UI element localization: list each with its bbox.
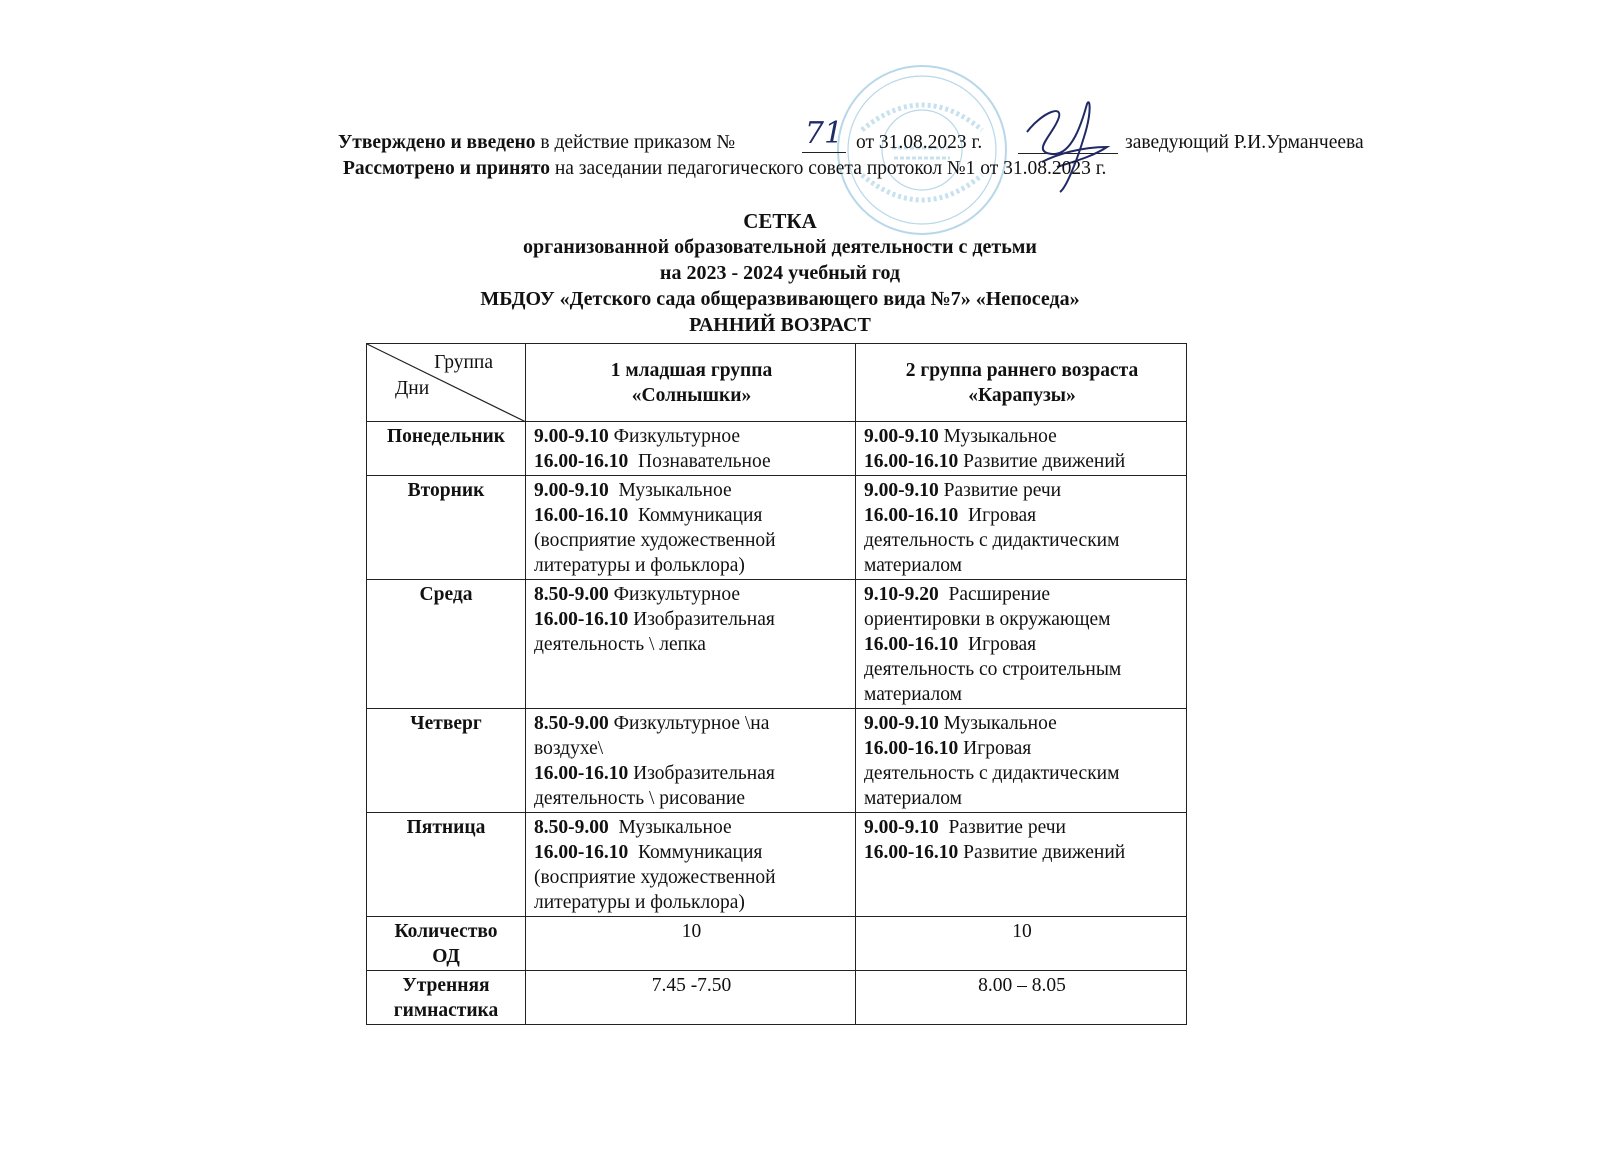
- activity-line: [534, 632, 849, 657]
- approval-line: [338, 132, 735, 154]
- activity-line: [534, 711, 849, 736]
- activity-line: [864, 711, 1180, 736]
- activity-desc: деятельность \ лепка: [534, 634, 706, 655]
- gymnastics-label: [367, 971, 526, 1025]
- activity-time: 8.50-9.00: [534, 817, 609, 838]
- corner-days-label: Дни: [395, 378, 430, 399]
- activity-desc: деятельность со строительным: [864, 659, 1122, 680]
- table-header-row: [367, 344, 1187, 422]
- activity-desc: (восприятие художественной: [534, 867, 776, 888]
- activity-line: [534, 582, 849, 607]
- activity-desc: деятельность \ рисование: [534, 788, 745, 809]
- group-2-activities: [856, 476, 1187, 580]
- gym-label-line-1: Утренняя: [402, 975, 490, 996]
- group-2-activities: [856, 709, 1187, 813]
- activity-desc: Изобразительная: [628, 609, 775, 630]
- approval-bold: Утверждено и введено: [338, 132, 536, 153]
- order-number: 71: [802, 116, 846, 153]
- gymnastics-group-1: 7.45 -7.50: [526, 971, 856, 1025]
- activity-desc: Развитие движений: [958, 451, 1126, 472]
- activity-desc: материалом: [864, 684, 962, 705]
- activity-line: [864, 424, 1180, 449]
- activity-desc: Физкультурное: [608, 584, 740, 605]
- activity-line: [864, 528, 1180, 553]
- group-1-activities: [526, 709, 856, 813]
- title-line-3: на 2023 - 2024 учебный год: [659, 262, 901, 284]
- activity-time: 9.00-9.10: [534, 480, 609, 501]
- activity-line: [534, 890, 849, 915]
- gymnastics-row: [367, 971, 1187, 1025]
- activity-line: [534, 761, 849, 786]
- group-1-activities: [526, 476, 856, 580]
- activity-line: [864, 786, 1180, 811]
- col2-title: 2 группа раннего возраста: [905, 360, 1139, 381]
- col2-subtitle: «Карапузы»: [968, 385, 1076, 406]
- activity-line: [534, 815, 849, 840]
- corner-cell: [367, 344, 526, 422]
- activity-line: [864, 582, 1180, 607]
- count-label-line-1: Количество: [394, 921, 498, 942]
- day-cell: Вторник: [367, 476, 526, 580]
- activity-desc: Музыкальное: [938, 426, 1057, 447]
- group-2-activities: [856, 422, 1187, 476]
- count-group-1: 10: [526, 917, 856, 971]
- review-bold: Рассмотрено и принято: [343, 158, 550, 179]
- activity-desc: Физкультурное \на: [608, 713, 770, 734]
- activity-time: 9.00-9.10: [864, 480, 939, 501]
- activity-desc: литературы и фольклора): [534, 892, 745, 913]
- activity-desc: Изобразительная: [628, 763, 775, 784]
- activity-time: 9.10-9.20: [864, 584, 939, 605]
- activity-time: 16.00-16.10: [864, 842, 959, 863]
- activity-line: [864, 815, 1180, 840]
- col1-title: 1 младшая группа: [610, 360, 773, 381]
- day-cell: Четверг: [367, 709, 526, 813]
- activity-time: 9.00-9.10: [864, 713, 939, 734]
- activity-time: 16.00-16.10: [864, 451, 959, 472]
- activity-desc: ориентировки в окружающем: [864, 609, 1111, 630]
- activity-time: 8.50-9.00: [534, 584, 609, 605]
- activity-line: [534, 424, 849, 449]
- schedule-table: [366, 343, 1187, 1025]
- day-cell: Понедельник: [367, 422, 526, 476]
- column-header-group-1: [526, 344, 856, 422]
- activity-desc: Музыкальное: [608, 480, 732, 501]
- table-row: [367, 709, 1187, 813]
- activity-line: [864, 632, 1180, 657]
- day-cell: Среда: [367, 580, 526, 709]
- activity-line: [534, 478, 849, 503]
- activity-desc: Игровая: [958, 634, 1037, 655]
- activity-time: 8.50-9.00: [534, 713, 609, 734]
- activity-time: 16.00-16.10: [534, 505, 629, 526]
- activity-line: [864, 553, 1180, 578]
- activity-time: 9.00-9.10: [864, 426, 939, 447]
- activity-desc: воздухе\: [534, 738, 604, 759]
- day-cell: Пятница: [367, 813, 526, 917]
- group-1-activities: [526, 580, 856, 709]
- activity-desc: Развитие движений: [958, 842, 1126, 863]
- activity-line: [534, 840, 849, 865]
- activity-line: [864, 503, 1180, 528]
- activity-desc: деятельность с дидактическим: [864, 763, 1120, 784]
- activity-time: 16.00-16.10: [534, 451, 629, 472]
- activity-desc: Развитие речи: [938, 817, 1066, 838]
- group-2-activities: [856, 813, 1187, 917]
- activity-desc: материалом: [864, 555, 962, 576]
- activity-line: [864, 736, 1180, 761]
- review-line: [343, 158, 1106, 180]
- group-2-activities: [856, 580, 1187, 709]
- table-row: [367, 422, 1187, 476]
- head-name: заведующий Р.И.Урманчеева: [1125, 132, 1364, 153]
- count-group-2: 10: [856, 917, 1187, 971]
- activity-desc: Коммуникация: [628, 842, 763, 863]
- activity-time: 9.00-9.10: [534, 426, 609, 447]
- activity-desc: Музыкальное: [938, 713, 1057, 734]
- activity-time: 16.00-16.10: [534, 763, 629, 784]
- activity-line: [864, 478, 1180, 503]
- activity-desc: материалом: [864, 788, 962, 809]
- activity-line: [534, 865, 849, 890]
- activity-desc: деятельность с дидактическим: [864, 530, 1120, 551]
- activity-desc: Расширение: [938, 584, 1051, 605]
- activity-line: [864, 607, 1180, 632]
- count-label-line-2: ОД: [432, 946, 460, 967]
- gymnastics-group-2: 8.00 – 8.05: [856, 971, 1187, 1025]
- activity-desc: Игровая: [958, 738, 1032, 759]
- activity-line: [864, 657, 1180, 682]
- activity-desc: Музыкальное: [608, 817, 732, 838]
- table-row: [367, 476, 1187, 580]
- activity-time: 16.00-16.10: [864, 634, 959, 655]
- col1-subtitle: «Солнышки»: [631, 385, 752, 406]
- approval-date: от 31.08.2023 г.: [856, 132, 983, 153]
- approval-text: в действие приказом №: [535, 132, 736, 153]
- document-title: [380, 208, 1180, 338]
- activity-desc: литературы и фольклора): [534, 555, 745, 576]
- title-line-1: СЕТКА: [743, 209, 817, 233]
- corner-group-label: Группа: [434, 352, 493, 373]
- gym-label-line-2: гимнастика: [393, 1000, 499, 1021]
- activity-time: 16.00-16.10: [534, 609, 629, 630]
- group-1-activities: [526, 813, 856, 917]
- activity-line: [864, 682, 1180, 707]
- review-text: на заседании педагогического совета протокол №1 от 31.08.2023 г.: [549, 158, 1107, 179]
- activity-time: 16.00-16.10: [534, 842, 629, 863]
- count-label: [367, 917, 526, 971]
- activity-desc: Игровая: [958, 505, 1037, 526]
- activity-line: [534, 449, 849, 474]
- activity-desc: (восприятие художественной: [534, 530, 776, 551]
- title-line-5: РАННИЙ ВОЗРАСТ: [689, 314, 871, 336]
- activity-desc: Коммуникация: [628, 505, 763, 526]
- table-row: [367, 813, 1187, 917]
- activity-line: [864, 449, 1180, 474]
- activity-desc: Физкультурное: [608, 426, 740, 447]
- activity-desc: Познавательное: [628, 451, 771, 472]
- table-row: [367, 580, 1187, 709]
- activity-line: [534, 528, 849, 553]
- activity-time: 16.00-16.10: [864, 505, 959, 526]
- activity-line: [534, 503, 849, 528]
- count-row: [367, 917, 1187, 971]
- title-line-4: МБДОУ «Детского сада общеразвивающего вида №7» «Непоседа»: [480, 288, 1080, 310]
- activity-line: [534, 607, 849, 632]
- activity-line: [864, 761, 1180, 786]
- activity-line: [534, 786, 849, 811]
- column-header-group-2: [856, 344, 1187, 422]
- activity-line: [864, 840, 1180, 865]
- title-line-2: организованной образовательной деятельности с детьми: [523, 236, 1037, 258]
- activity-time: 16.00-16.10: [864, 738, 959, 759]
- activity-line: [534, 553, 849, 578]
- activity-desc: Развитие речи: [938, 480, 1062, 501]
- group-1-activities: [526, 422, 856, 476]
- activity-line: [534, 736, 849, 761]
- signature: [1012, 92, 1122, 202]
- activity-time: 9.00-9.10: [864, 817, 939, 838]
